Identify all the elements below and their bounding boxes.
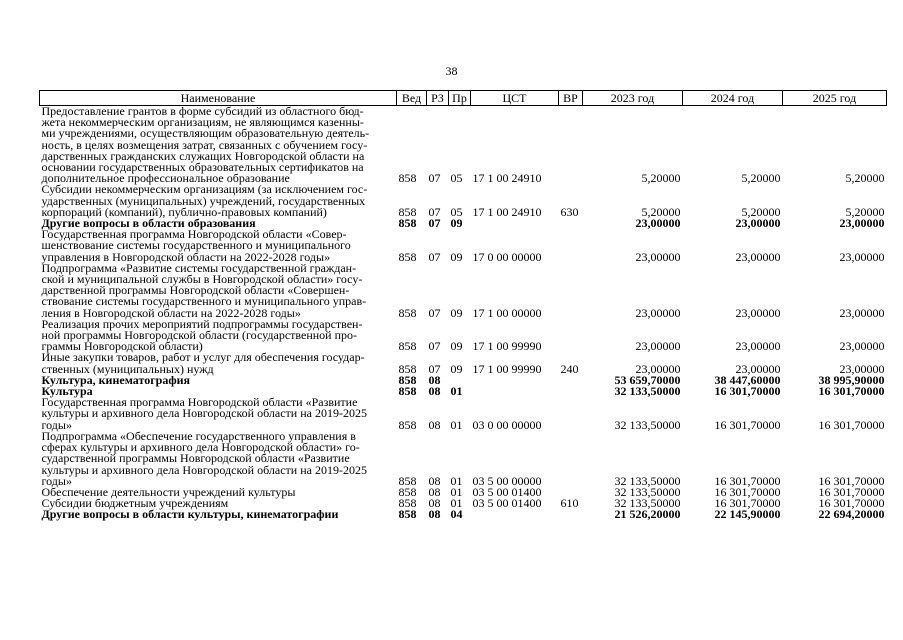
row-pr: 05 [450,204,463,219]
table-row [40,352,887,374]
row-cst: 03 0 00 00000 [472,417,542,432]
row-cst [471,375,559,386]
header-rz: РЗ [427,91,449,106]
row-cst [471,509,559,520]
row-name: Государственная программа Новгородской области «Развитие культуры и архивного дела Новгородской области на 2019-2025 годы» [41,395,367,432]
row-2025: 38 995,90000 [818,372,885,387]
row-name: Культура, кинематография [41,372,191,387]
row-vr [559,386,583,397]
row-vr: 610 [560,496,579,511]
row-vr [559,229,583,263]
row-pr: 09 [450,339,463,354]
table-body [40,106,887,521]
row-ved: 858 [398,216,417,231]
row-rz: 07 [428,361,441,376]
row-ved: 858 [398,249,417,264]
row-name: Другие вопросы в области образования [41,216,256,231]
row-2023: 32 133,50000 [614,417,681,432]
row-2024: 16 301,70000 [714,384,781,399]
row-ved: 858 [398,361,417,376]
row-2024: 16 301,70000 [714,473,781,488]
row-cst: 17 1 00 99990 [472,361,542,376]
row-pr: 01 [450,417,463,432]
row-name: Предоставление грантов в форме субсидий из областного бюд- жета некоммерческим организациям, не являющимся казенны- ми учреждениями, осуществляющим образовательную деятель- ность, в целях возмещения затрат, связанных с обучением госу- дарственных гражданских служащих Новгородской области на основании государственных образовательных сертификатов на дополнительное профессиональное образование [41,104,370,186]
row-2025: 23,00000 [839,249,885,264]
row-2024: 5,20000 [741,204,781,219]
row-ved: 858 [398,339,417,354]
row-rz: 08 [428,507,441,522]
header-vr: ВР [559,91,583,106]
page-number: 38 [445,64,458,78]
row-2025: 16 301,70000 [818,384,885,399]
row-2025: 16 301,70000 [818,496,885,511]
row-ved: 858 [398,473,417,488]
row-name: Субсидии бюджетным учреждениям [41,496,229,511]
table-row [40,509,887,520]
row-2025: 16 301,70000 [818,473,885,488]
table-row [40,397,887,431]
row-name: Подпрограмма «Развитие системы государственной граждан- ской и муниципальной службы в Новгородской области» госу- дарственной программы Новгородской области «Совершен- ствование системы государственного и муниципального управ- ления в Новгородской области на 2022-2028 годы» [41,260,367,320]
row-rz: 07 [428,171,441,186]
row-ved: 858 [398,384,417,399]
row-name: Государственная программа Новгородской области «Совер- шенствование системы государственного и муниципального управления в Новгородской области на 2022-2028 годы» [41,227,351,264]
row-2023: 5,20000 [641,171,681,186]
row-2024: 22 145,90000 [714,507,781,522]
row-ved: 858 [398,305,417,320]
row-vr: 630 [560,204,579,219]
row-cst [471,386,559,397]
row-2025: 23,00000 [839,339,885,354]
table-row [40,319,887,353]
row-name: Субсидии некоммерческим организациям (за исключением гос- ударственных (муниципальных) учреждений, государственных корпораций (компаний), публично-правовых компаний) [41,182,368,219]
row-cst: 03 5 00 01400 [472,496,542,511]
row-ved: 858 [398,372,417,387]
row-name: Подпрограмма «Обеспечение государственного управления в сферах культуры и архивного дела Новгородской области» го- сударственной программы Новгородской области «Развитие культуры и архивного дела Новгородской области на 2019-2025 годы» [41,428,367,488]
row-cst: 03 5 00 01400 [472,484,542,499]
row-2024: 16 301,70000 [714,417,781,432]
row-2024: 16 301,70000 [714,496,781,511]
row-vr [559,319,583,353]
row-vr [559,263,583,319]
row-ved: 858 [398,417,417,432]
row-ved: 858 [398,171,417,186]
row-rz: 08 [428,372,441,387]
row-2025: 23,00000 [839,305,885,320]
row-rz: 08 [428,496,441,511]
header-name: Наименование [40,91,397,106]
row-cst [471,218,559,229]
table-row [40,184,887,218]
row-vr [559,375,583,386]
row-name: Культура [41,384,93,399]
row-rz: 07 [428,305,441,320]
header-cst: ЦСТ [471,91,559,106]
row-vr [559,106,583,185]
row-pr: 09 [450,249,463,264]
row-ved: 858 [398,496,417,511]
row-2023: 23,00000 [635,339,681,354]
row-ved: 858 [398,484,417,499]
row-2025: 16 301,70000 [818,484,885,499]
row-name: Другие вопросы в области культуры, кинематографии [41,507,339,522]
row-2025: 5,20000 [845,171,885,186]
row-2023: 32 133,50000 [614,484,681,499]
row-vr [559,509,583,520]
row-2023: 53 659,70000 [614,372,681,387]
row-2024: 23,00000 [735,339,781,354]
row-vr [559,431,583,487]
row-pr: 09 [450,216,463,231]
row-2023: 32 133,50000 [614,496,681,511]
row-cst: 17 1 00 24910 [472,171,542,186]
row-2023: 32 133,50000 [614,473,681,488]
row-2023: 23,00000 [635,305,681,320]
row-cst: 17 1 00 24910 [472,204,542,219]
row-2024: 23,00000 [735,361,781,376]
row-name: Реализация прочих мероприятий подпрограммы государствен- ной программы Новгородской области (государственной про- граммы Новгородской области) [41,316,363,354]
row-2025: 23,00000 [839,216,885,231]
row-cst: 17 1 00 99990 [472,339,542,354]
row-2023: 23,00000 [635,249,681,264]
row-2024: 23,00000 [735,216,781,231]
header-2025: 2025 год [783,91,887,106]
row-vr [559,218,583,229]
header-2024: 2024 год [683,91,783,106]
row-pr: 05 [450,171,463,186]
row-2025: 5,20000 [845,204,885,219]
row-cst: 03 5 00 00000 [472,473,542,488]
row-2023: 23,00000 [635,361,681,376]
row-2024: 23,00000 [735,249,781,264]
row-rz: 08 [428,473,441,488]
row-cst: 17 0 00 00000 [472,249,542,264]
row-vr [559,397,583,431]
row-2023: 21 526,20000 [614,507,681,522]
row-pr: 09 [450,305,463,320]
row-name: Обеспечение деятельности учреждений культуры [41,484,296,499]
row-ved: 858 [398,204,417,219]
header-pr: Пр [449,91,471,106]
table-row [40,106,887,185]
row-rz: 07 [428,204,441,219]
table-row [40,229,887,263]
row-cst: 17 1 00 00000 [472,305,542,320]
row-pr: 01 [450,484,463,499]
row-rz: 08 [428,484,441,499]
header-ved: Вед [397,91,427,106]
row-2025: 16 301,70000 [818,417,885,432]
row-pr: 01 [450,496,463,511]
row-2023: 5,20000 [641,204,681,219]
row-pr: 01 [450,384,463,399]
table-row [40,431,887,487]
row-2024: 5,20000 [741,171,781,186]
row-2023: 23,00000 [635,216,681,231]
row-pr: 04 [450,507,463,522]
row-2024: 16 301,70000 [714,484,781,499]
row-2025: 22 694,20000 [818,507,885,522]
row-2024: 38 447,60000 [714,372,781,387]
budget-table [39,90,887,521]
row-rz: 07 [428,249,441,264]
row-pr: 09 [450,361,463,376]
row-vr: 240 [560,361,579,376]
row-2025: 23,00000 [839,361,885,376]
row-rz: 08 [428,384,441,399]
row-name: Иные закупки товаров, работ и услуг для обеспечения государ- ственных (муниципальных) нужд [41,350,365,376]
table-row [40,263,887,319]
header-2023: 2023 год [583,91,683,106]
row-2024: 23,00000 [735,305,781,320]
row-2023: 32 133,50000 [614,384,681,399]
row-ved: 858 [398,507,417,522]
row-rz: 07 [428,339,441,354]
row-rz: 08 [428,417,441,432]
row-rz: 07 [428,216,441,231]
row-pr: 01 [450,473,463,488]
